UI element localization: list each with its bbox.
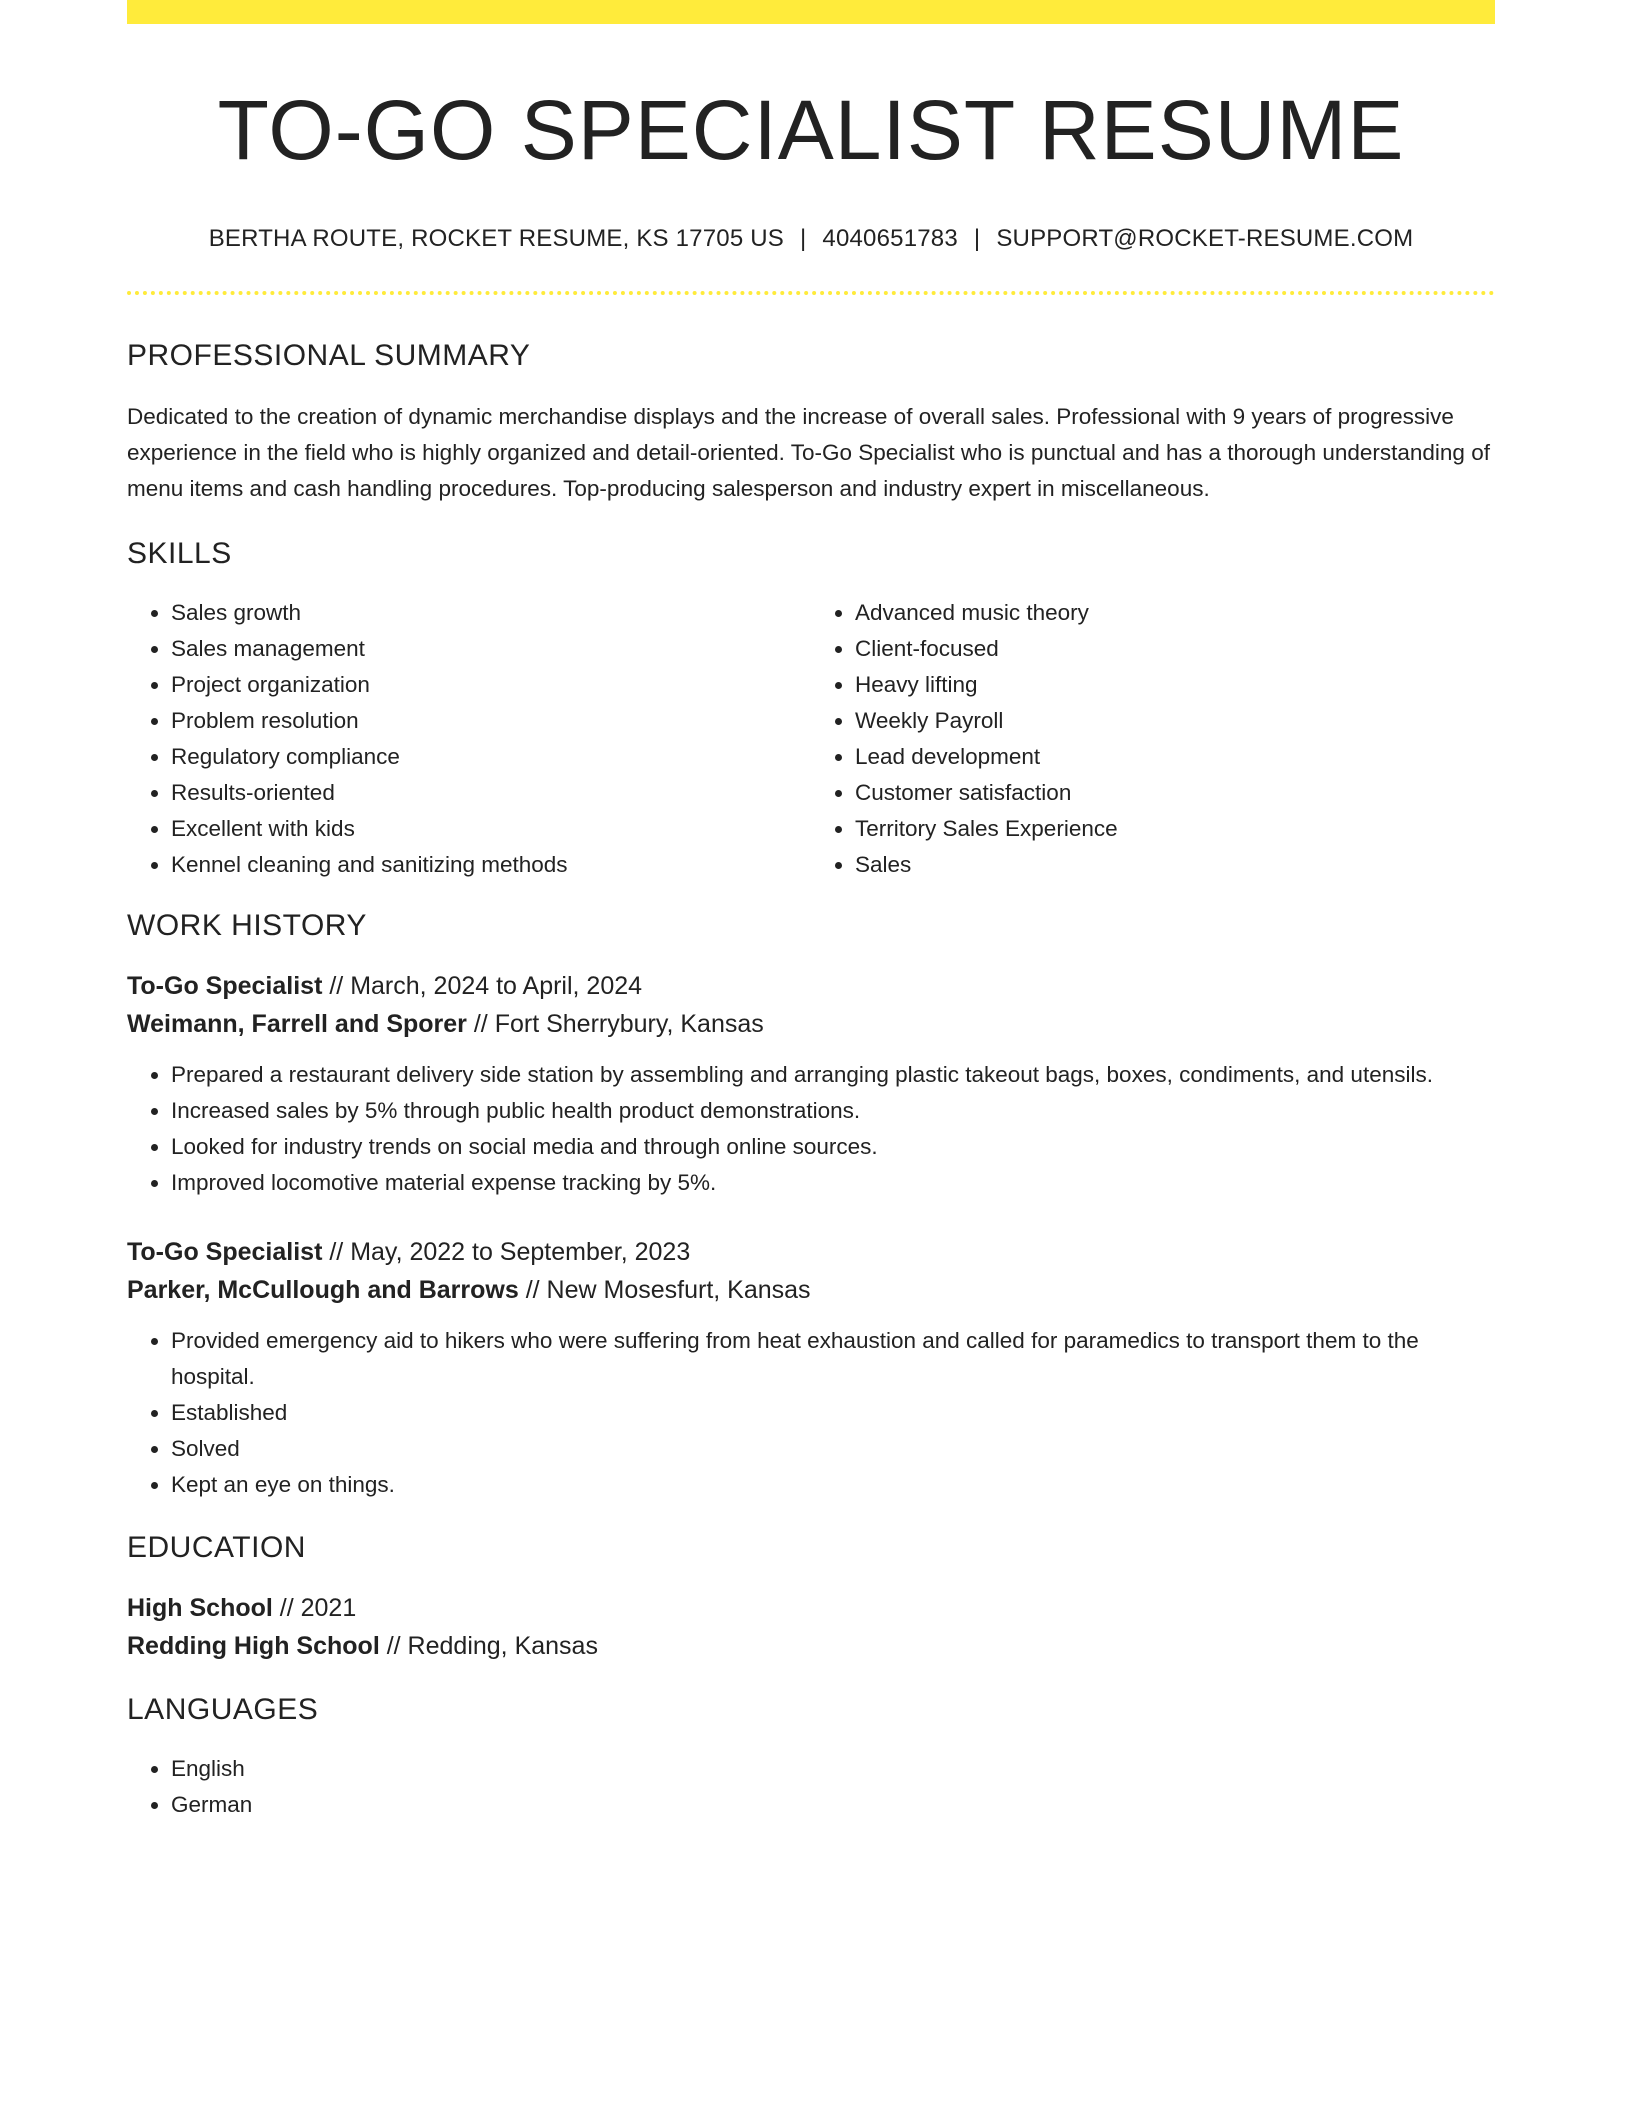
- skill-item: • Kennel cleaning and sanitizing methods: [171, 847, 811, 883]
- contact-line: [127, 225, 1495, 253]
- skill-item: • Sales growth: [171, 595, 811, 631]
- job-role: To-Go Specialist: [127, 1237, 323, 1266]
- job-bullet-list: [127, 1057, 1495, 1201]
- skill-item: • Customer satisfaction: [855, 775, 1495, 811]
- skill-item: • Weekly Payroll: [855, 703, 1495, 739]
- skill-item: • Results-oriented: [171, 775, 811, 811]
- job-title-line: [127, 967, 1495, 1005]
- contact-address: BERTHA ROUTE, ROCKET RESUME, KS 17705 US: [208, 224, 784, 252]
- work-history-heading: WORK HISTORY: [127, 908, 367, 942]
- resume-title: TO-GO SPECIALIST RESUME: [217, 83, 1405, 177]
- contact-phone: 4040651783: [822, 224, 958, 252]
- skill-item: • Advanced music theory: [855, 595, 1495, 631]
- job-location: // New Mosesfurt, Kansas: [518, 1275, 811, 1304]
- job-title-line: [127, 1233, 1495, 1271]
- job-bullet: • Kept an eye on things.: [171, 1467, 1495, 1503]
- job-bullet: • Provided emergency aid to hikers who were suffering from heat exhaustion and called for paramedics to transport them to the hospital.: [171, 1323, 1495, 1395]
- education-heading: EDUCATION: [127, 1530, 306, 1564]
- contact-separator: |: [973, 224, 981, 252]
- job-bullet: • Prepared a restaurant delivery side station by assembling and arranging plastic takeout bags, boxes, condiments, and utensils.: [171, 1057, 1495, 1093]
- education-location: // Redding, Kansas: [379, 1631, 598, 1660]
- skill-item: • Regulatory compliance: [171, 739, 811, 775]
- job-dates: // March, 2024 to April, 2024: [322, 971, 643, 1000]
- education-school-line: [127, 1627, 1495, 1665]
- skill-item: • Territory Sales Experience: [855, 811, 1495, 847]
- job-company-line: [127, 1271, 1495, 1309]
- job-company: Weimann, Farrell and Sporer: [127, 1009, 467, 1038]
- accent-bar: [127, 0, 1495, 24]
- languages-heading: LANGUAGES: [127, 1692, 319, 1726]
- job-company: Parker, McCullough and Barrows: [127, 1275, 519, 1304]
- summary-heading: PROFESSIONAL SUMMARY: [127, 338, 531, 372]
- education-degree-line: [127, 1589, 1495, 1627]
- job-dates: // May, 2022 to September, 2023: [322, 1237, 691, 1266]
- skill-item: • Sales management: [171, 631, 811, 667]
- skill-item: • Problem resolution: [171, 703, 811, 739]
- resume-page: [127, 0, 1495, 1823]
- skills-heading: SKILLS: [127, 536, 232, 570]
- languages-list: [127, 1751, 1495, 1823]
- education-year: // 2021: [272, 1593, 357, 1622]
- job-location: // Fort Sherrybury, Kansas: [466, 1009, 764, 1038]
- skill-item: • Excellent with kids: [171, 811, 811, 847]
- job-bullet: • Increased sales by 5% through public health product demonstrations.: [171, 1093, 1495, 1129]
- dotted-divider: [127, 291, 1495, 295]
- language-item: • English: [171, 1751, 1495, 1787]
- job-company-line: [127, 1005, 1495, 1043]
- education-school: Redding High School: [127, 1631, 380, 1660]
- job-bullet: • Looked for industry trends on social media and through online sources.: [171, 1129, 1495, 1165]
- skill-item: • Sales: [855, 847, 1495, 883]
- job-bullet: • Established: [171, 1395, 1495, 1431]
- language-item: • German: [171, 1787, 1495, 1823]
- job-bullet: • Improved locomotive material expense tracking by 5%.: [171, 1165, 1495, 1201]
- skills-columns: [127, 595, 1495, 883]
- contact-separator: |: [799, 224, 807, 252]
- skill-item: • Project organization: [171, 667, 811, 703]
- skill-item: • Lead development: [855, 739, 1495, 775]
- job-bullet: • Solved: [171, 1431, 1495, 1467]
- summary-text: Dedicated to the creation of dynamic merchandise displays and the increase of overall sales. Professional with 9 years of progressive experience in the field who is highly organized and detail-oriented. To-Go Specialist who is punctual and has a thorough understanding of menu items and cash handling procedures. Top-producing salesperson and industry expert in miscellaneous.: [127, 403, 1490, 501]
- education-degree: High School: [127, 1593, 273, 1622]
- contact-email: SUPPORT@ROCKET-RESUME.COM: [996, 224, 1414, 252]
- skill-item: • Heavy lifting: [855, 667, 1495, 703]
- skill-item: • Client-focused: [855, 631, 1495, 667]
- job-role: To-Go Specialist: [127, 971, 323, 1000]
- job-bullet-list: [127, 1323, 1495, 1503]
- skills-list-right: [811, 595, 1495, 883]
- skills-list-left: [127, 595, 811, 883]
